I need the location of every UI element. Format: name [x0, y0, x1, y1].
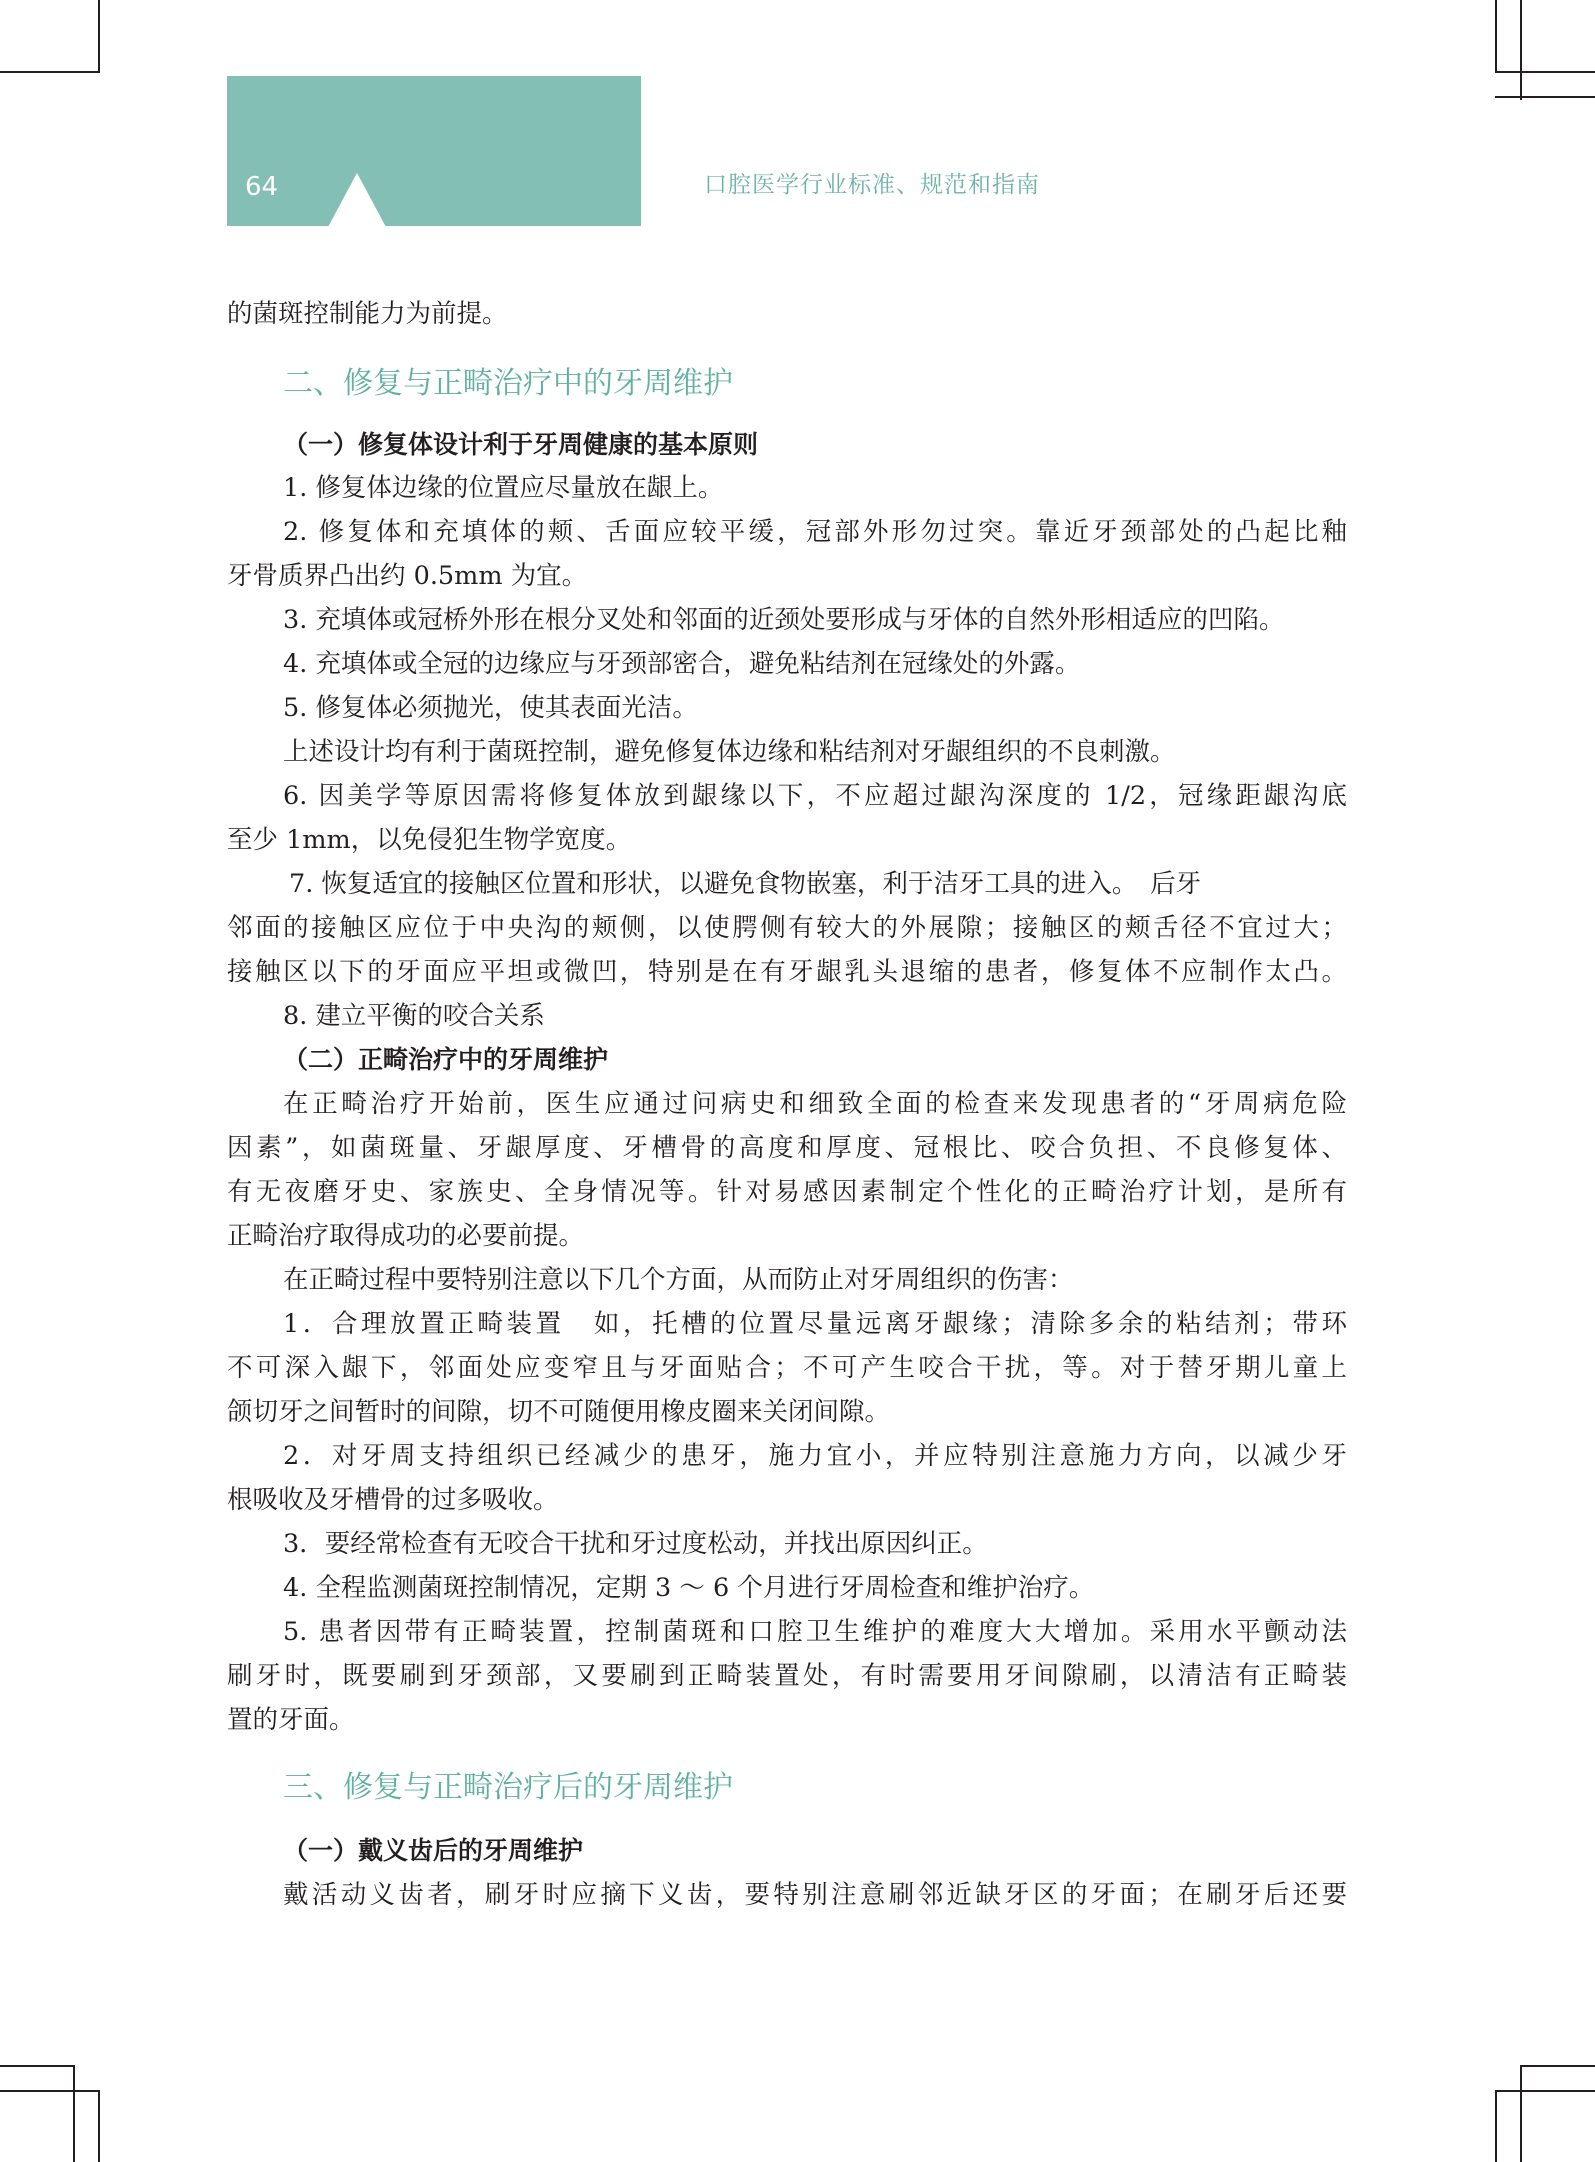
text-line: 8. 建立平衡的咬合关系	[283, 1001, 545, 1031]
subsection-heading: （一）戴义齿后的牙周维护	[283, 1836, 584, 1865]
crop-mark	[98, 0, 100, 72]
text-line: 1．合理放置正畸装置 如，托槽的位置尽量远离牙龈缘；清除多余的粘结剂；带环	[283, 1309, 1347, 1339]
section-heading: 三、修复与正畸治疗后的牙周维护	[283, 1770, 733, 1805]
text-line: 4. 充填体或全冠的边缘应与牙颈部密合，避免粘结剂在冠缘处的外露。	[283, 649, 1081, 679]
text-line: 5. 患者因带有正畸装置，控制菌斑和口腔卫生维护的难度大大增加。采用水平颤动法	[283, 1617, 1347, 1647]
text-line: 在正畸治疗开始前，医生应通过问病史和细致全面的检查来发现患者的“牙周病危险	[283, 1089, 1347, 1119]
crop-mark	[1520, 2065, 1595, 2067]
text-line: 戴活动义齿者，刷牙时应摘下义齿，要特别注意刷邻近缺牙区的牙面；在刷牙后还要	[283, 1880, 1347, 1910]
text-line: 2．对牙周支持组织已经减少的患牙，施力宜小，并应特别注意施力方向，以减少牙	[283, 1441, 1347, 1471]
text-line: 上述设计均有利于菌斑控制，避免修复体边缘和粘结剂对牙龈组织的不良刺激。	[283, 737, 1176, 767]
text-line: 正畸治疗取得成功的必要前提。	[227, 1221, 585, 1251]
crop-mark	[1520, 0, 1522, 100]
text-line: 5. 修复体必须抛光，使其表面光洁。	[283, 693, 698, 723]
text-line: 有无夜磨牙史、家族史、全身情况等。针对易感因素制定个性化的正畸治疗计划，是所有	[227, 1177, 1347, 1207]
crop-mark	[1495, 2090, 1497, 2162]
text-line: 1. 修复体边缘的位置应尽量放在龈上。	[283, 473, 724, 503]
crop-mark	[0, 71, 100, 73]
text-line: 因素”，如菌斑量、牙龈厚度、牙槽骨的高度和厚度、冠根比、咬合负担、不良修复体、	[227, 1133, 1347, 1163]
text-line: 在正畸过程中要特别注意以下几个方面，从而防止对牙周组织的伤害：	[283, 1265, 1074, 1295]
text-line: 至少 1mm，以免侵犯生物学宽度。	[227, 825, 632, 855]
crop-mark	[1495, 2090, 1595, 2092]
crop-mark	[0, 2065, 74, 2067]
section-heading: 二、修复与正畸治疗中的牙周维护	[283, 366, 733, 401]
text-line: 刷牙时，既要刷到牙颈部，又要刷到正畸装置处，有时需要用牙间隙刷，以清洁有正畸装	[227, 1661, 1347, 1691]
text-line: 邻面的接触区应位于中央沟的颊侧，以使腭侧有较大的外展隙；接触区的颊舌径不宜过大；	[227, 913, 1347, 943]
crop-mark	[1495, 71, 1595, 73]
text-line: 2. 修复体和充填体的颊、舌面应较平缓，冠部外形勿过突。靠近牙颈部处的凸起比釉	[283, 517, 1347, 547]
text-line: 7. 恢复适宜的接触区位置和形状，以避免食物嵌塞，利于洁牙工具的进入。 后牙	[289, 869, 1202, 899]
text-line: 4. 全程监测菌斑控制情况，定期 3 ～ 6 个月进行牙周检查和维护治疗。	[283, 1573, 1095, 1603]
page-number: 64	[245, 172, 279, 202]
subsection-heading: （一）修复体设计利于牙周健康的基本原则	[283, 430, 759, 459]
crop-mark	[1495, 0, 1497, 72]
text-line: 的菌斑控制能力为前提。	[227, 299, 508, 329]
text-line: 牙骨质界凸出约 0.5mm 为宜。	[227, 561, 588, 591]
text-line: 6. 因美学等原因需将修复体放到龈缘以下，不应超过龈沟深度的 1/2，冠缘距龈沟底	[283, 781, 1347, 811]
header-notch	[328, 173, 386, 227]
text-line: 不可深入龈下，邻面处应变窄且与牙面贴合；不可产生咬合干扰，等。对于替牙期儿童上	[227, 1353, 1347, 1383]
text-line: 3. 充填体或冠桥外形在根分叉处和邻面的近颈处要形成与牙体的自然外形相适应的凹陷。	[283, 605, 1285, 635]
subsection-heading: （二）正畸治疗中的牙周维护	[283, 1045, 609, 1074]
crop-mark	[1520, 2065, 1522, 2162]
text-line: 置的牙面。	[227, 1705, 355, 1735]
running-title: 口腔医学行业标准、规范和指南	[704, 172, 1040, 198]
text-line: 接触区以下的牙面应平坦或微凹，特别是在有牙龈乳头退缩的患者，修复体不应制作太凸。	[227, 957, 1347, 987]
crop-mark	[73, 2065, 75, 2162]
text-line: 根吸收及牙槽骨的过多吸收。	[227, 1485, 559, 1515]
text-line: 颌切牙之间暂时的间隙，切不可随便用橡皮圈来关闭间隙。	[227, 1397, 891, 1427]
text-line: 3．要经常检查有无咬合干扰和牙过度松动，并找出原因纠正。	[283, 1529, 988, 1559]
crop-mark	[1495, 96, 1595, 98]
crop-mark	[0, 2090, 100, 2092]
header-color-block	[227, 76, 641, 226]
crop-mark	[98, 2090, 100, 2162]
